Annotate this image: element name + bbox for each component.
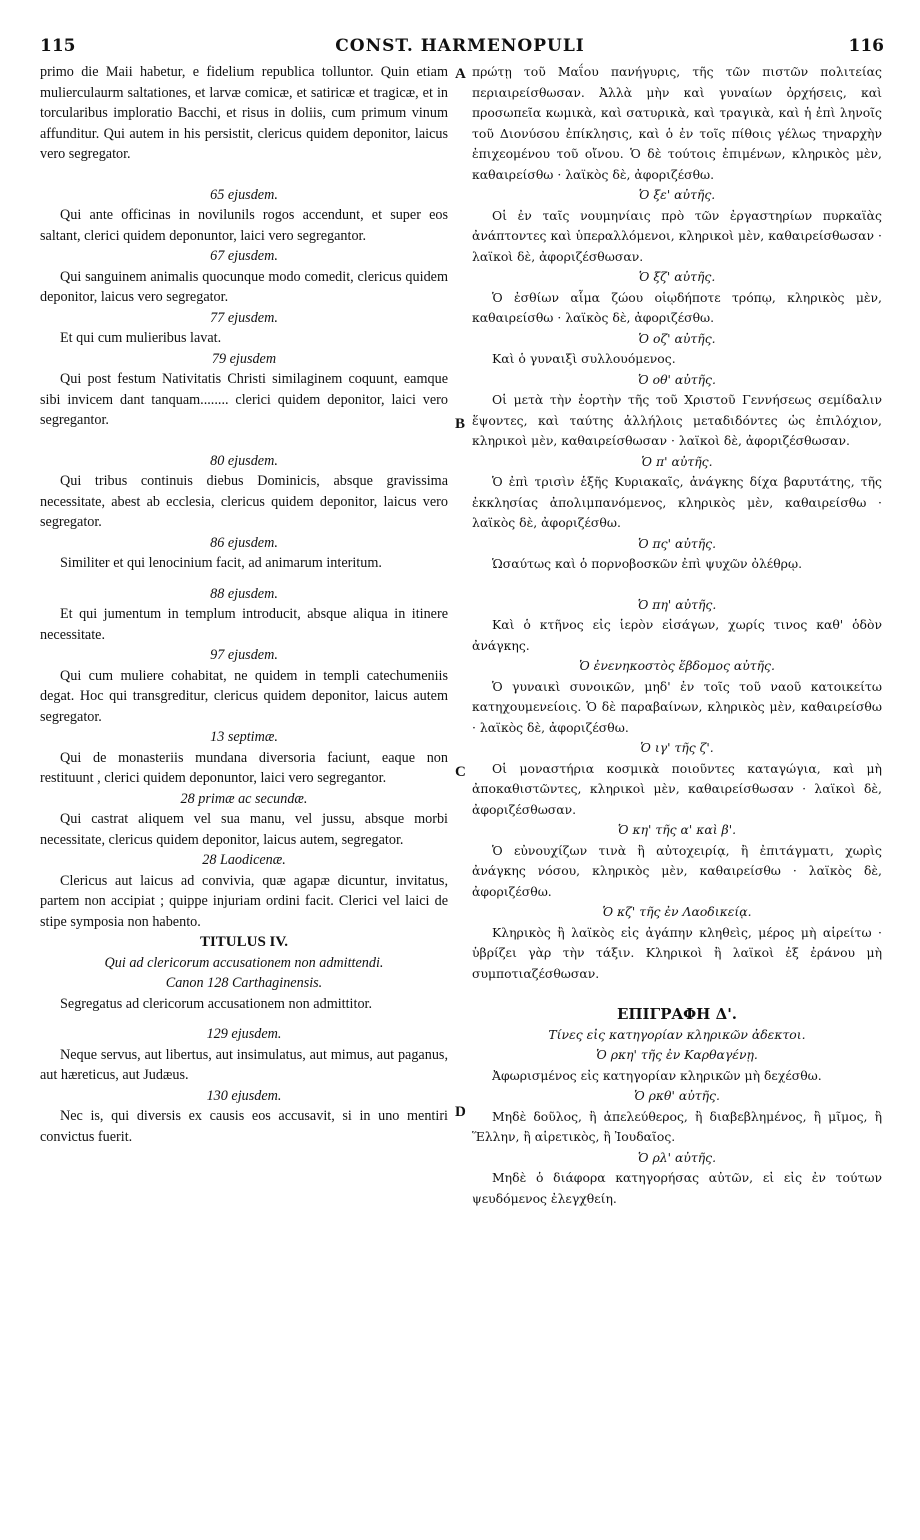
greek-canon-heading: Ὁ ξε' αὐτῆς.: [638, 187, 716, 202]
page-number-right: 116: [848, 36, 884, 56]
latin-canon-heading: 67 ejusdem.: [210, 248, 278, 264]
latin-canon-heading: 88 ejusdem.: [210, 585, 278, 602]
greek-column: [472, 62, 882, 1209]
latin-canon-text: Qui post festum Nativitatis Christi similaginem coquunt, eamque sibi invicem dant tanquam........ clerici quidem deponitor, laici vero segregantor.: [40, 371, 448, 428]
latin-canon-text: Qui de monasteriis mundana diversoria faciunt, eaque non restituunt , clerici quidem deponuntor, laici vero segregantor.: [40, 749, 448, 786]
greek-canon-heading: Ὁ ξζ' αὐτῆς.: [638, 269, 716, 284]
page-number-left: 115: [40, 36, 76, 56]
latin-canon-heading: 65 ejusdem.: [210, 186, 278, 203]
latin-canon-heading: 77 ejusdem.: [210, 309, 278, 326]
latin-canon-heading: Canon 128 Carthaginensis.: [165, 975, 323, 991]
latin-canon-text: Neque servus, aut libertus, aut insimulatus, aut mimus, aut paganus, aut hæreticus, aut Judæus.: [40, 1046, 448, 1083]
latin-canon-heading: 28 primæ ac secundæ.: [180, 790, 308, 807]
greek-canon-text: Ὁ ἐπὶ τρισὶν ἑξῆς Κυριακαῖς, ἀνάγκης δίχα βαρυτάτης, τῆς ἐκκλησίας ἀπολιμπανόμενος, κληρικὸς μὲν, καθαιρείσθω · λαϊκὸς δὲ, ἀφοριζέσθω.: [472, 474, 882, 530]
latin-canon-text: Qui cum muliere cohabitat, ne quidem in templi catechumeniis degat. Hoc qui transgreditur, clericus quidem deponitor, laicus autem segregator.: [40, 667, 448, 725]
latin-canon-text: Similiter et qui lenocinium facit, ad animarum interitum.: [60, 555, 382, 571]
latin-canon-text: Et qui cum mulieribus lavat.: [60, 330, 222, 346]
greek-canon-text: Ὡσαύτως καὶ ὁ πορνοβοσκῶν ἐπὶ ψυχῶν ὀλέθρῳ.: [492, 556, 803, 571]
greek-canon-text: Καὶ ὁ γυναιξὶ συλλουόμενος.: [492, 351, 676, 366]
greek-canon-text: Οἱ ἐν ταῖς νουμηνίαις πρὸ τῶν ἐργαστηρίων πυρκαϊὰς ἀνάπτοντες καὶ ὑπεραλλόμενοι, κληρικοὶ μὲν, καθαιρείσθωσαν · λαϊκοὶ δὲ, ἀφοριζέσθωσαν.: [472, 207, 882, 264]
greek-canon-text: Μηδὲ δοῦλος, ἢ ἀπελεύθερος, ἢ διαβεβλημένος, ἢ μῖμος, ἢ Ἕλλην, ἢ αἱρετικὸς, ἢ Ἰουδαῖος.: [472, 1108, 882, 1144]
greek-canon-text: Οἱ μετὰ τὴν ἑορτὴν τῆς τοῦ Χριστοῦ Γεννήσεως σεμίδαλιν ἕψοντες, καὶ ταύτης ἀλλήλοις μεταδιδόντες ὡς ἐπιλόχιον, κληρικοὶ μὲν, καθαιρείσθωσαν · λαϊκοὶ δὲ, ἀφοριζέσθωσαν.: [472, 392, 882, 448]
greek-canon-heading: Ὁ ρκθ' αὐτῆς.: [634, 1088, 720, 1103]
latin-canon-heading: 28 Laodicenæ.: [202, 852, 286, 868]
greek-canon-heading: Ὁ ρλ' αὐτῆς.: [637, 1149, 717, 1165]
latin-intro: primo die Maii habetur, e fidelium republica tolluntor. Quin etiam mulierculaurm saltationes, et larvæ comicæ, et satiricæ et tragicæ, et in torcularibus imploratio Bacchi, et risus in doliis, cum primum vinum affunditur. Qui autem in his persistit, clericus quidem deponitor, laicus vero segregator.: [40, 64, 448, 162]
greek-canon-heading: Ὁ ἐνενηκοστὸς ἕβδομος αὐτῆς.: [579, 658, 775, 673]
latin-canon-heading: 13 septimæ.: [210, 729, 278, 745]
greek-canon-text: Ἀφωρισμένος εἰς κατηγορίαν κληρικῶν μὴ δεχέσθω.: [492, 1067, 822, 1083]
greek-canon-heading: Ὁ ρκη' τῆς ἐν Καρθαγένῃ.: [596, 1047, 758, 1062]
latin-column: [40, 62, 448, 1147]
latin-canon-text: Qui castrat aliquem vel sua manu, vel jussu, absque morbi necessitate, clericus quidem deponitor, laicus autem, segregator.: [40, 811, 448, 848]
greek-title-subheading: Τίνες εἰς κατηγορίαν κληρικῶν ἀδεκτοι.: [548, 1026, 806, 1042]
running-title: CONST. HARMENOPULI: [335, 36, 585, 56]
greek-canon-heading: Ὁ π' αὐτῆς.: [641, 453, 713, 469]
greek-canon-text: Μηδὲ ὁ διάφορα κατηγορήσας αὐτῶν, εἰ εἰς ἐν τούτων ψευδόμενος ἐλεγχθείη.: [472, 1170, 882, 1206]
page-header: [30, 36, 890, 60]
greek-title-heading: ΕΠΙΓΡΑΦΗ Δ'.: [616, 1005, 738, 1023]
greek-canon-heading: Ὁ ιγ' τῆς ζ'.: [640, 740, 714, 755]
greek-canon-heading: Ὁ κζ' τῆς ἐν Λαοδικείᾳ.: [602, 904, 752, 919]
latin-canon-text: Qui ante officinas in novilunils rogos accendunt, et super eos saltant, clerici quidem deponuntor, laici vero segregantor.: [40, 207, 448, 244]
latin-title-subheading: Qui ad clericorum accusationem non admittendi.: [104, 954, 384, 971]
latin-title-heading: TITULUS IV.: [199, 934, 289, 950]
greek-canon-text: Καὶ ὁ κτῆνος εἰς ἱερὸν εἰσάγων, χωρίς τινος καθ' ὁδὸν ἀνάγκης.: [472, 617, 882, 653]
greek-canon-text: Ὁ εὐνουχίζων τινὰ ἢ αὐτοχειρίᾳ, ἢ ἐπιτάγματι, χωρὶς ἀνάγκης νόσου, κληρικὸς μὲν, καθαιρείσθω · λαϊκὸς δὲ, ἀφοριζέσθω.: [472, 842, 882, 899]
greek-canon-text: Ὁ ἐσθίων αἷμα ζώου οἱῳδήποτε τρόπῳ, κληρικὸς μὲν, καθαιρείσθω · λαϊκὸς δὲ, ἀφοριζέσθω.: [472, 289, 882, 325]
margin-letter-b: B: [455, 416, 466, 432]
margin-letter-d: D: [455, 1104, 466, 1120]
greek-canon-heading: Ὁ οζ' αὐτῆς.: [638, 330, 716, 346]
latin-canon-text: Qui tribus continuis diebus Dominicis, absque gravissima necessitate, abest ab ecclesia, clericus quidem deponitor, laicus vero segregator.: [40, 473, 448, 530]
margin-letter-c: C: [455, 764, 466, 780]
latin-canon-text: Segregatus ad clericorum accusationem non admittitor.: [60, 995, 373, 1012]
latin-canon-text: Et qui jumentum in templum introducit, absque aliqua in itinere necessitate.: [40, 606, 448, 643]
latin-canon-text: Clericus aut laicus ad convivia, quæ agapæ dicuntur, invitatus, partem non accipiat ; quippe injuriam ordini facit. Clerici vel laici de stipe symposia non habento.: [40, 872, 448, 930]
latin-canon-heading: 79 ejusdem: [211, 350, 277, 367]
latin-canon-heading: 86 ejusdem.: [210, 534, 278, 551]
margin-letter-a: A: [455, 66, 466, 82]
greek-canon-heading: Ὁ οθ' αὐτῆς.: [638, 371, 716, 387]
latin-canon-heading: 97 ejusdem.: [210, 647, 278, 663]
latin-canon-heading: 130 ejusdem.: [206, 1087, 282, 1104]
greek-canon-text: Ὁ γυναικὶ συνοικῶν, μηδ' ἐν τοῖς τοῦ ναοῦ κατοικείτω κατηχουμενείοις. Ὁ δὲ παραβαίνων, κληρικὸς μὲν, καθαιρείσθω · λαϊκὸς δὲ, ἀφοριζέσθω.: [472, 678, 882, 735]
latin-canon-heading: 129 ejusdem.: [206, 1026, 282, 1042]
greek-canon-heading: Ὁ πς' αὐτῆς.: [637, 535, 717, 551]
latin-canon-heading: 80 ejusdem.: [210, 452, 278, 469]
greek-canon-heading: Ὁ πη' αὐτῆς.: [637, 596, 717, 612]
latin-canon-text: Nec is, qui diversis ex causis eos accusavit, si in uno mentiri convictus fuerit.: [40, 1108, 448, 1145]
greek-canon-heading: Ὁ κη' τῆς α' καὶ β'.: [617, 822, 737, 837]
greek-canon-text: Κληρικὸς ἢ λαϊκὸς εἰς ἀγάπην κληθεὶς, μέρος μὴ αἱρείτω · ὑβρίζει γὰρ τὴν τάξιν. Κληρικοὶ ἢ λαϊκοὶ ἐξ ἐράνου μὴ συμποτιαζέσθωσαν.: [472, 924, 882, 981]
greek-intro: πρώτῃ τοῦ Μαΐου πανήγυρις, τῆς τῶν πιστῶν πολιτείας περιαιρείσθωσαν. Ἀλλὰ μὴν καὶ γυναίων ὀρχήσεις, καὶ προσωπεῖα κωμικὰ, καὶ σατυρικὰ, καὶ τραγικὰ, καὶ ἡ ἐπὶ ληνοῖς τοῦ Διονύσου ἐπίκλησις, καὶ ὁ ἐν τοῖς πίθοις γέλως τηναρχὴν ἐπιχεομένου τοῦ οἴνου. Ὁ δὲ τούτοις ἐπιμένων, κληρικὸς μὲν, καθαιρείσθω · λαϊκὸς δὲ, ἀφοριζέσθω.: [472, 64, 882, 182]
greek-canon-text: Οἱ μοναστήρια κοσμικὰ ποιοῦντες καταγώγια, καὶ μὴ ἀποκαθιστῶντες, κληρικοὶ μὲν, καθαιρείσθωσαν · λαϊκοὶ δὲ, ἀφοριζέσθωσαν.: [472, 760, 882, 817]
latin-canon-text: Qui sanguinem animalis quocunque modo comedit, clericus quidem deponitor, laicus vero segregator.: [40, 268, 448, 305]
